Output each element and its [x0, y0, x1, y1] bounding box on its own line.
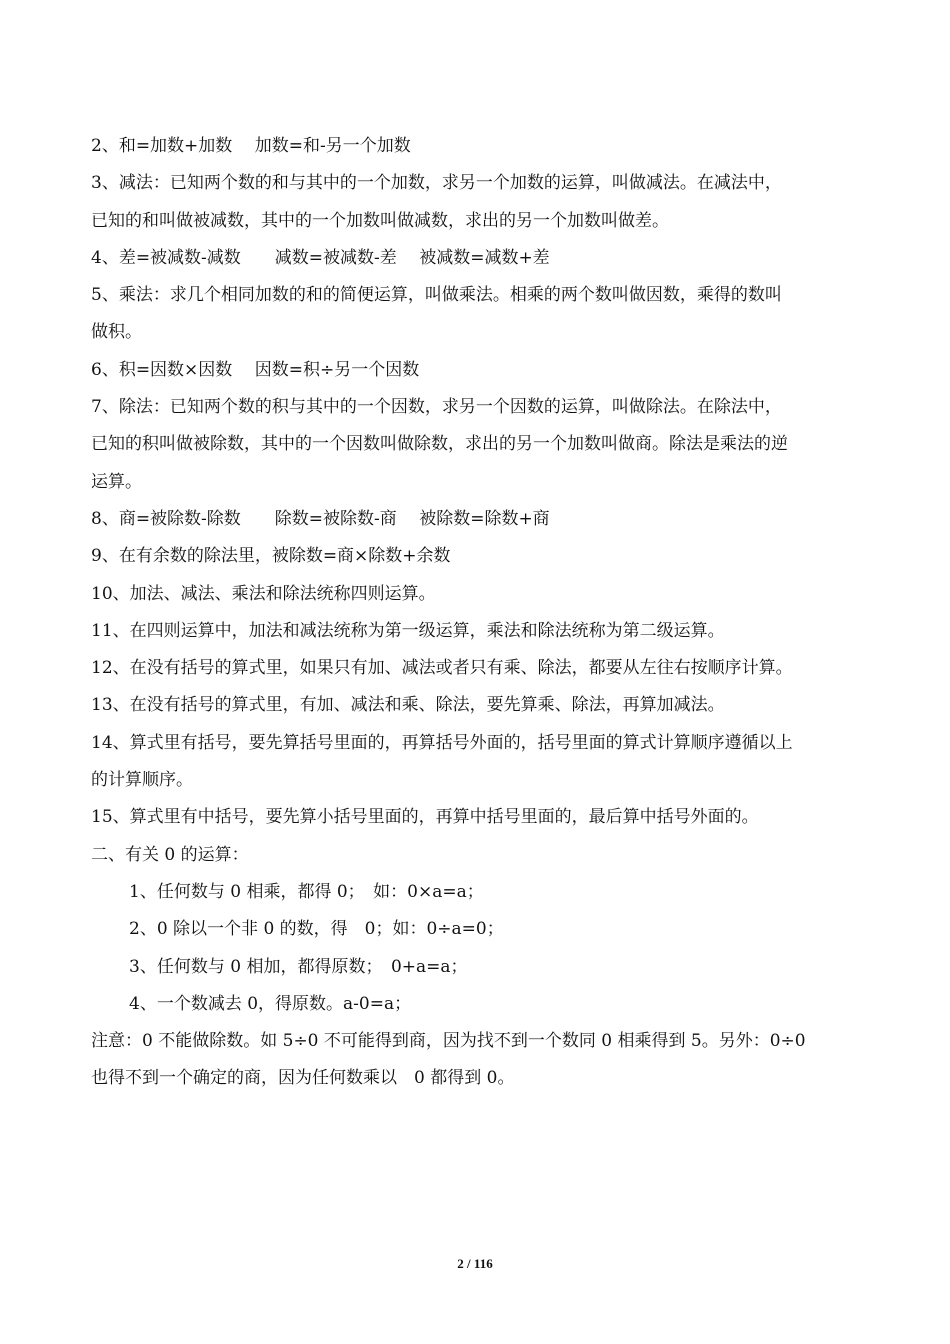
text-line: 12、在没有括号的算式里，如果只有加、减法或者只有乘、除法，都要从左往右按顺序计算。	[91, 658, 793, 679]
list-item: 1、任何数与 0 相乘，都得 0； 如：0×a=a；	[129, 881, 484, 902]
text-line: 11、在四则运算中，加法和减法统称为第一级运算，乘法和除法统称为第二级运算。	[91, 620, 725, 641]
text-line: 7、除法：已知两个数的积与其中的一个因数，求另一个因数的运算，叫做除法。在除法中，	[91, 397, 782, 418]
text-line: 已知的积叫做被除数，其中的一个因数叫做除数，求出的另一个加数叫做商。除法是乘法的逆	[91, 434, 788, 455]
text-line: 13、在没有括号的算式里，有加、减法和乘、除法，要先算乘、除法，再算加减法。	[91, 695, 725, 716]
text-line: 2、和=加数+加数 加数=和-另一个加数	[91, 136, 411, 156]
note-text: 注意：0 不能做除数。如 5÷0 不可能得到商，因为找不到一个数同 0 相乘得到 5。另外：0÷0	[91, 1031, 806, 1052]
text-line: 8、商=被除数-除数 除数=被除数-商 被除数=除数+商	[91, 508, 550, 529]
text-line: 3、减法：已知两个数的和与其中的一个加数，求另一个加数的运算，叫做减法。在减法中，	[91, 173, 782, 194]
list-item: 4、一个数减去 0，得原数。a-0=a；	[129, 993, 412, 1014]
text-line: 5、乘法：求几个相同加数的和的简便运算，叫做乘法。相乘的两个数叫做因数，乘得的数叫	[91, 285, 782, 306]
text-line: 已知的和叫做被减数，其中的一个加数叫做减数，求出的另一个加数叫做差。	[91, 210, 669, 231]
list-item: 3、任何数与 0 相加，都得原数； 0+a=a；	[129, 956, 468, 977]
list-item: 2、0 除以一个非 0 的数，得 0；如：0÷a=0；	[129, 919, 504, 940]
text-line: 6、积=因数×因数 因数=积÷另一个因数	[91, 359, 420, 380]
text-line: 运算。	[91, 471, 142, 492]
text-line: 10、加法、减法、乘法和除法统称四则运算。	[91, 583, 436, 604]
text-line: 14、算式里有括号，要先算括号里面的，再算括号外面的，括号里面的算式计算顺序遵循以上	[91, 732, 793, 753]
text-line: 9、在有余数的除法里，被除数=商×除数+余数	[91, 546, 451, 567]
text-line: 15、算式里有中括号，要先算小括号里面的，再算中括号里面的，最后算中括号外面的。	[91, 807, 759, 828]
text-line: 的计算顺序。	[91, 770, 193, 791]
text-line: 4、差=被减数-减数 减数=被减数-差 被减数=减数+差	[91, 247, 550, 268]
page-number: 2 / 116	[457, 1256, 493, 1271]
text-line: 做积。	[91, 322, 142, 343]
document-body	[91, 128, 881, 1098]
section-heading: 二、有关 0 的运算：	[91, 844, 249, 865]
note-text: 也得不到一个确定的商，因为任何数乘以 0 都得到 0。	[91, 1068, 515, 1089]
